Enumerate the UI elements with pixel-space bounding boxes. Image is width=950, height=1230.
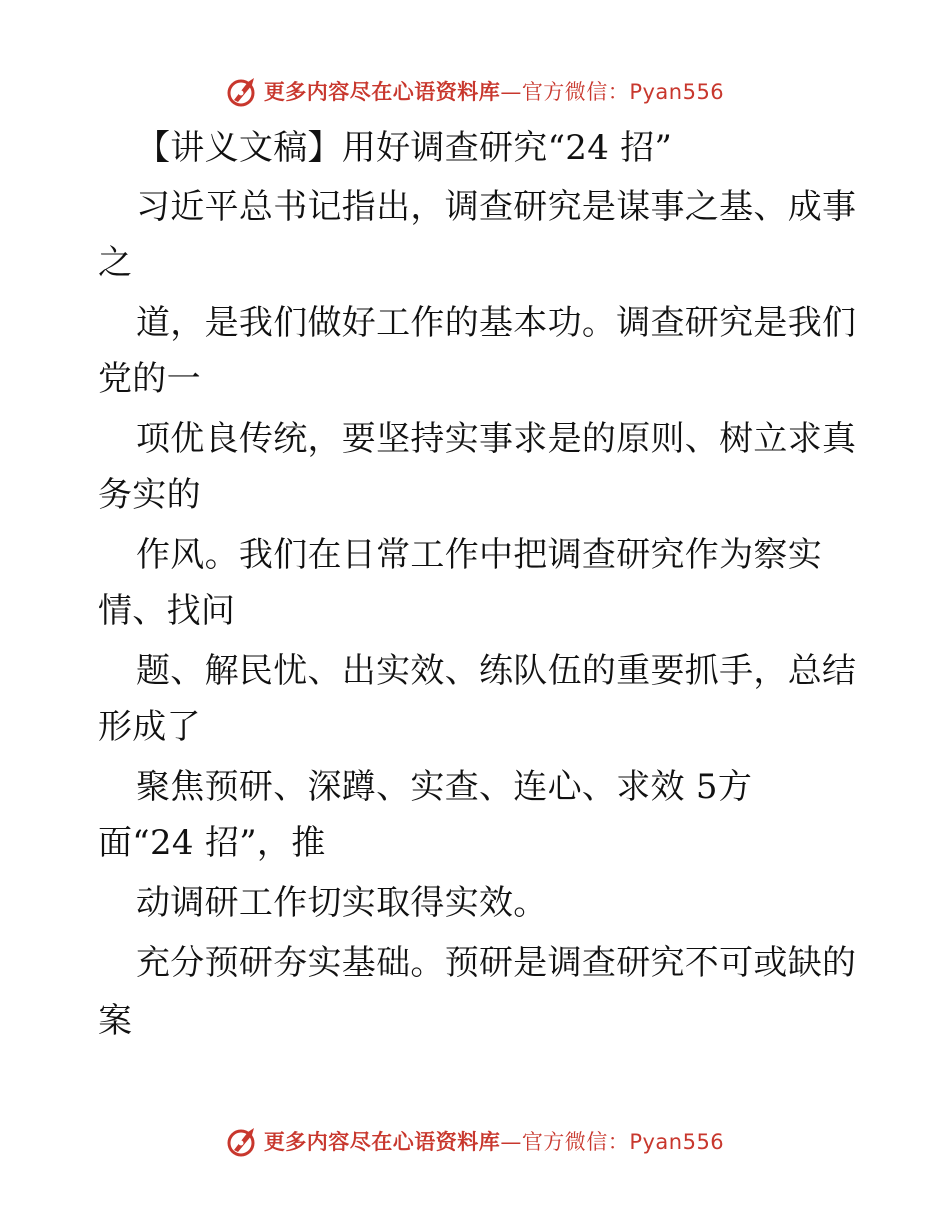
paragraph-line: 党的一: [98, 359, 201, 399]
header-banner-text: 更多内容尽在心语资料库—官方微信：Pyan556: [263, 80, 725, 104]
paragraph-line: 形成了: [98, 707, 201, 747]
paragraph-line: 务实的: [98, 475, 201, 515]
footer-banner: [0, 1121, 950, 1161]
paragraph-line: 之: [98, 243, 133, 283]
pen-nib-logo-icon: [226, 1124, 260, 1158]
paragraph-line: 案: [98, 1001, 133, 1041]
paragraph-line: 作风。我们在日常工作中把调查研究作为察实: [136, 535, 822, 575]
paragraph-line: 习近平总书记指出，调查研究是谋事之基、成事: [136, 187, 857, 227]
footer-banner-text: 更多内容尽在心语资料库—官方微信：Pyan556: [263, 1130, 725, 1154]
paragraph-line: 项优良传统，要坚持实事求是的原则、树立求真: [136, 419, 857, 459]
paragraph-line: 聚焦预研、深蹲、实查、连心、求效 5方: [136, 767, 753, 807]
paragraph-line: 充分预研夯实基础。预研是调查研究不可或缺的: [136, 943, 857, 983]
paragraph-line: 动调研工作切实取得实效。: [136, 883, 548, 923]
paragraph-line: 情、找问: [98, 591, 236, 631]
paragraph-line: 面“24 招”，推: [98, 823, 326, 863]
paragraph-line: 道，是我们做好工作的基本功。调查研究是我们: [136, 303, 857, 343]
document-title: 【讲义文稿】用好调查研究“24 招”: [136, 128, 673, 168]
paragraph-line: 题、解民忧、出实效、练队伍的重要抓手，总结: [136, 651, 857, 691]
